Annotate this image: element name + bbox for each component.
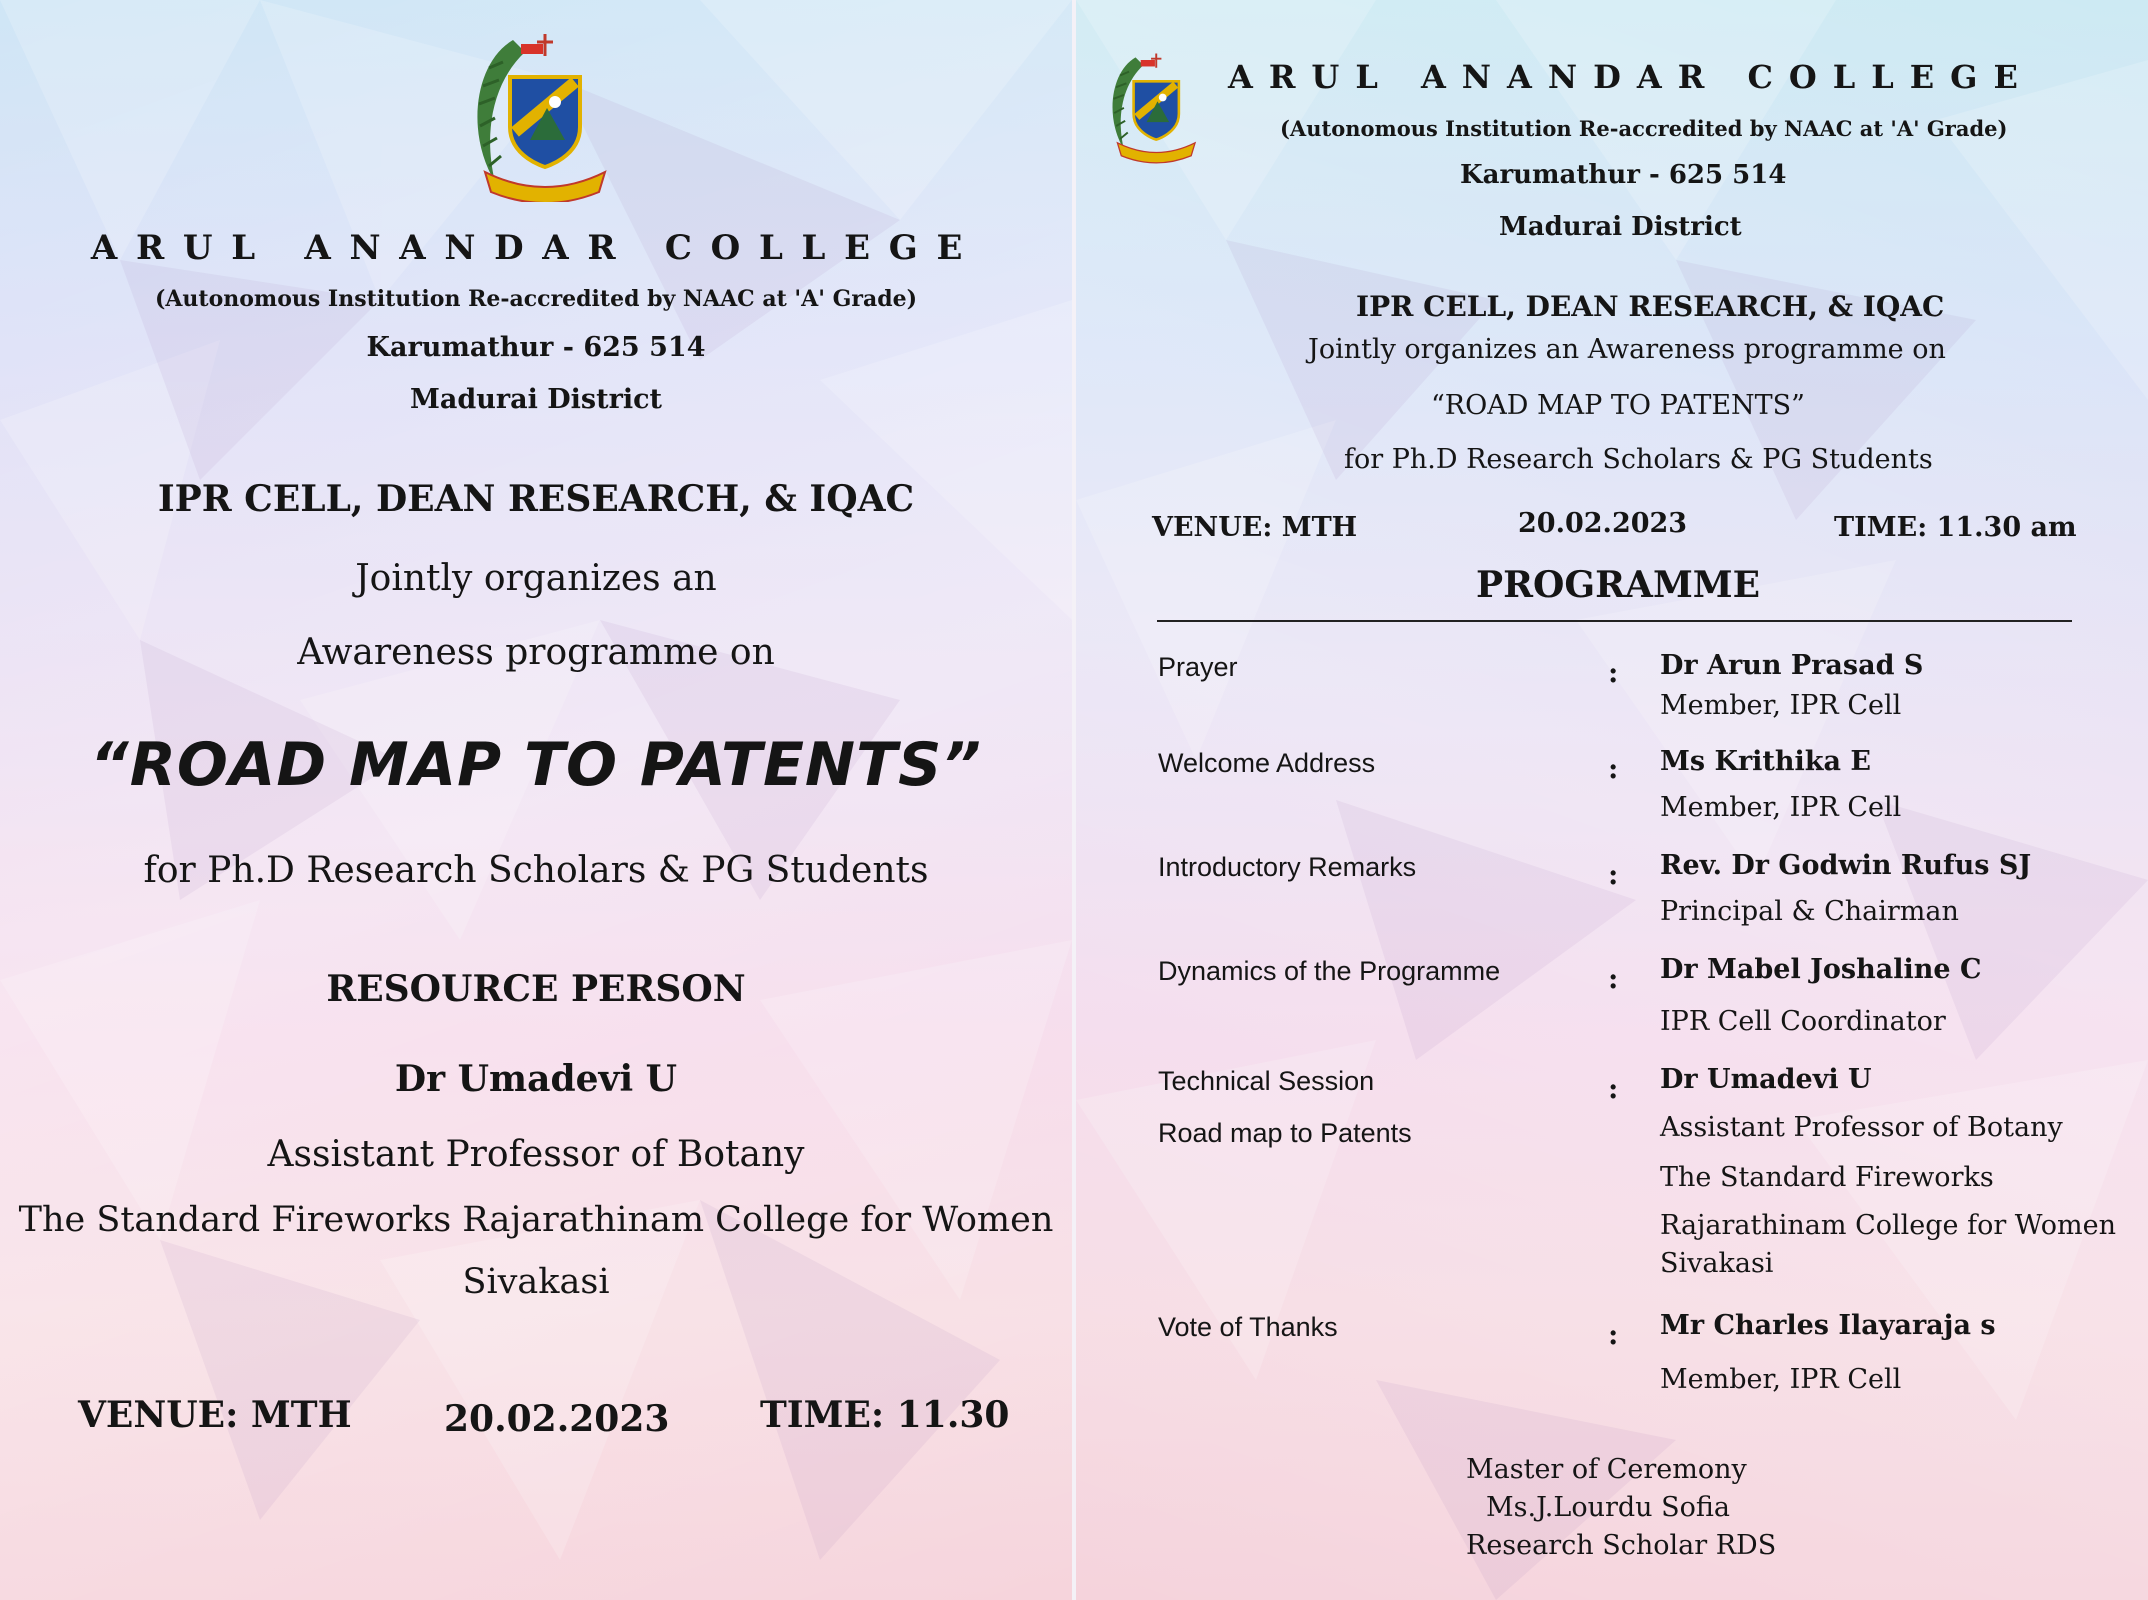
resource-place: Sivakasi <box>462 1262 610 1302</box>
resource-heading: RESOURCE PERSON <box>326 968 746 1010</box>
college-name: ARUL ANANDAR COLLEGE <box>90 228 982 268</box>
left-invitation-panel <box>0 0 1072 1600</box>
programme-separator: : <box>1608 858 1619 891</box>
resource-institution: The Standard Fireworks Rajarathinam College for Women <box>18 1200 1054 1240</box>
programme-name-vote: Mr Charles Ilayaraja s <box>1660 1310 1996 1341</box>
programme-item-technical: Technical Session <box>1158 1066 1375 1096</box>
programme-name-prayer: Dr Arun Prasad S <box>1660 650 1924 681</box>
event-date: 20.02.2023 <box>444 1398 670 1440</box>
programme-item-technical-topic: Road map to Patents <box>1158 1118 1412 1148</box>
programme-detail-technical: Rajarathinam College for Women <box>1660 1210 2116 1241</box>
programme-detail-prayer: Member, IPR Cell <box>1660 690 1902 721</box>
programme-separator: : <box>1608 752 1619 785</box>
programme-separator: : <box>1608 656 1619 689</box>
audience-line: for Ph.D Research Scholars & PG Students <box>1344 444 1933 475</box>
college-accreditation: (Autonomous Institution Re-accredited by NAAC at 'A' Grade) <box>1280 116 2008 141</box>
programme-rule <box>1157 620 2072 622</box>
organizers-heading: IPR CELL, DEAN RESEARCH, & IQAC <box>1356 290 1945 323</box>
programme-item-prayer: Prayer <box>1158 652 1238 682</box>
college-crest-icon <box>1098 34 1208 174</box>
programme-item-introductory: Introductory Remarks <box>1158 852 1417 882</box>
college-address: Karumathur - 625 514 <box>366 332 706 363</box>
venue-label: VENUE: MTH <box>78 1394 352 1436</box>
college-name: ARUL ANANDAR COLLEGE <box>1228 58 2034 96</box>
resource-name: Dr Umadevi U <box>394 1058 678 1100</box>
programme-separator: : <box>1608 1072 1619 1105</box>
programme-heading: PROGRAMME <box>1476 564 1761 606</box>
programme-name-introductory: Rev. Dr Godwin Rufus SJ <box>1660 850 2032 881</box>
programme-detail-vote: Member, IPR Cell <box>1660 1364 1902 1395</box>
programme-name-technical: Dr Umadevi U <box>1660 1064 1872 1095</box>
programme-detail-introductory: Principal & Chairman <box>1660 896 1959 927</box>
programme-detail-welcome: Member, IPR Cell <box>1660 792 1902 823</box>
programme-name-dynamics: Dr Mabel Joshaline C <box>1660 954 1982 985</box>
event-title: “ROAD MAP TO PATENTS” <box>90 730 982 800</box>
programme-detail-dynamics: IPR Cell Coordinator <box>1660 1006 1946 1037</box>
organizers-heading: IPR CELL, DEAN RESEARCH, & IQAC <box>157 478 915 520</box>
organizes-line-2: Awareness programme on <box>297 632 775 673</box>
venue-label: VENUE: MTH <box>1152 512 1358 543</box>
programme-separator: : <box>1608 962 1619 995</box>
programme-detail-technical: Assistant Professor of Botany <box>1660 1112 2063 1143</box>
event-time: TIME: 11.30 am <box>1834 512 2077 543</box>
event-time: TIME: 11.30 <box>760 1394 1010 1436</box>
programme-separator: : <box>1608 1318 1619 1351</box>
college-address: Karumathur - 625 514 <box>1460 160 1787 190</box>
programme-detail-technical: The Standard Fireworks <box>1660 1162 1994 1193</box>
programme-item-dynamics: Dynamics of the Programme <box>1158 956 1501 986</box>
programme-item-vote: Vote of Thanks <box>1158 1312 1338 1342</box>
organizes-line: Jointly organizes an Awareness programme on <box>1308 334 1946 365</box>
event-date: 20.02.2023 <box>1518 508 1688 539</box>
college-crest-icon <box>455 22 625 202</box>
programme-name-welcome: Ms Krithika E <box>1660 746 1871 777</box>
college-district: Madurai District <box>409 384 662 415</box>
resource-designation: Assistant Professor of Botany <box>267 1134 805 1175</box>
right-programme-panel <box>1076 0 2148 1600</box>
mc-role: Research Scholar RDS <box>1466 1530 1777 1561</box>
mc-label: Master of Ceremony <box>1466 1454 1747 1485</box>
organizes-line-1: Jointly organizes an <box>355 558 717 599</box>
programme-item-welcome: Welcome Address <box>1158 748 1376 778</box>
mc-name: Ms.J.Lourdu Sofia <box>1486 1492 1730 1523</box>
audience-line: for Ph.D Research Scholars & PG Students <box>143 850 929 891</box>
event-title: “ROAD MAP TO PATENTS” <box>1431 390 1805 421</box>
college-district: Madurai District <box>1499 212 1742 242</box>
college-accreditation: (Autonomous Institution Re-accredited by NAAC at 'A' Grade) <box>154 286 918 312</box>
programme-detail-technical: Sivakasi <box>1660 1248 1774 1279</box>
